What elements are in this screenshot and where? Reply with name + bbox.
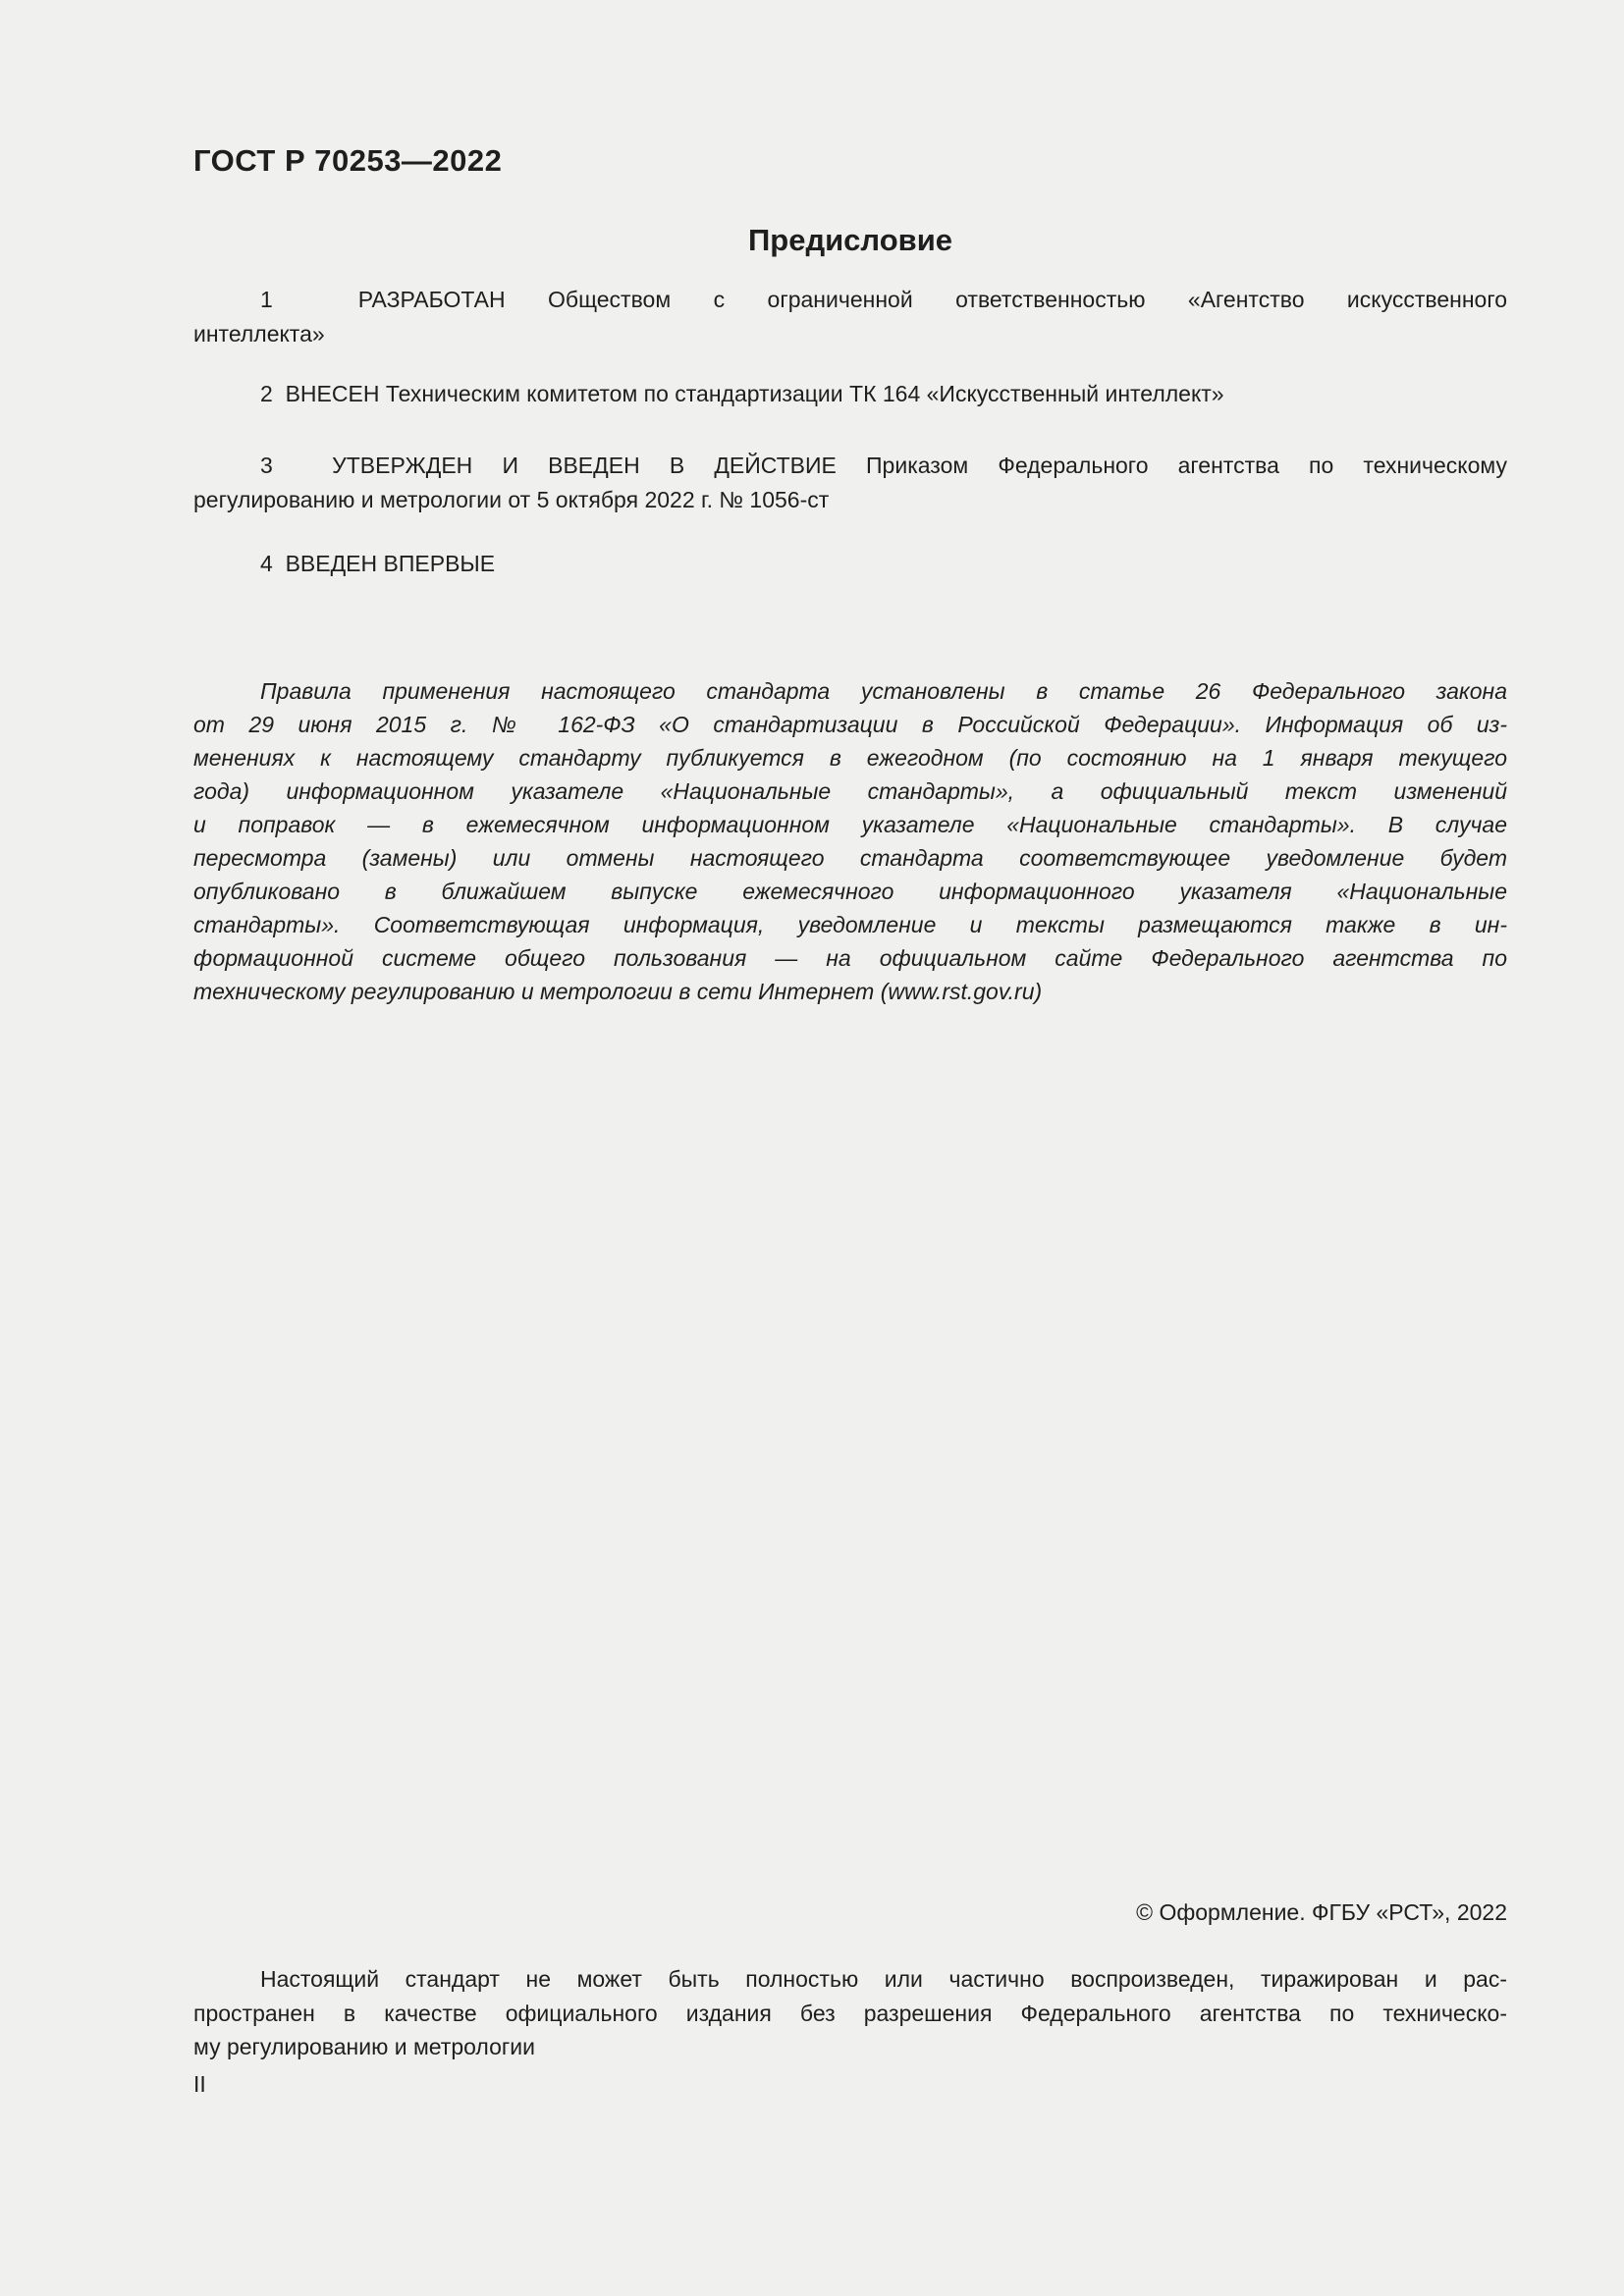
text-line: 2 ВНЕСЕН Техническим комитетом по стандартизации ТК 164 «Искусственный интеллект» <box>260 381 1224 406</box>
preface-item-approved <box>193 449 1507 516</box>
text-line: му регулированию и метрологии <box>193 2034 535 2059</box>
page-title: Предисловие <box>747 223 952 257</box>
application-rules-notice <box>193 674 1507 1008</box>
document-standard-code: ГОСТ Р 70253—2022 <box>193 143 503 178</box>
text-line: интеллекта» <box>193 320 325 347</box>
text-line: регулированию и метрологии от 5 октября 2022 г. № 1056-ст <box>193 486 830 512</box>
text-line: менениях к настоящему стандарту публикуется в ежегодном (по состоянию на 1 января текущего <box>193 745 1507 771</box>
page-number: II <box>193 2071 206 2097</box>
preface-item-first-introduced <box>193 547 1507 581</box>
text-line: стандарты». Соответствующая информация, уведомление и тексты размещаются также в ин- <box>193 912 1507 937</box>
text-line: 3 УТВЕРЖДЕН И ВВЕДЕН В ДЕЙСТВИЕ Приказом Федерального агентства по техническому <box>260 453 1507 478</box>
text-line: Настоящий стандарт не может быть полностью или частично воспроизведен, тиражирован и рас- <box>260 1966 1507 1992</box>
text-line: пространен в качестве официального издания без разрешения Федерального агентства по техническо- <box>193 2000 1507 2026</box>
text-line: пересмотра (замены) или отмены настоящего стандарта соответствующее уведомление будет <box>193 845 1507 871</box>
text-line: формационной системе общего пользования — на официальном сайте Федерального агентства по <box>193 945 1507 971</box>
text-line: от 29 июня 2015 г. № 162-ФЗ «О стандартизации в Российской Федерации». Информация об из- <box>193 712 1507 737</box>
text-line: опубликовано в ближайшем выпуске ежемесячного информационного указателя «Национальные <box>193 879 1507 904</box>
text-line: года) информационном указателе «Национальные стандарты», а официальный текст изменений <box>193 778 1507 804</box>
reproduction-restriction-notice <box>193 1962 1507 2064</box>
text-line: 1 РАЗРАБОТАН Обществом с ограниченной ответственностью «Агентство искусственного <box>260 287 1507 312</box>
text-line: техническому регулированию и метрологии в сети Интернет (www.rst.gov.ru) <box>193 979 1043 1004</box>
copyright-notice: © Оформление. ФГБУ «РСТ», 2022 <box>1136 1899 1507 1925</box>
preface-item-developed <box>193 283 1507 350</box>
text-line: и поправок — в ежемесячном информационном указателе «Национальные стандарты». В случае <box>193 812 1507 837</box>
preface-item-submitted <box>193 377 1507 411</box>
text-line: Правила применения настоящего стандарта установлены в статье 26 Федерального закона <box>260 678 1507 704</box>
text-line: 4 ВВЕДЕН ВПЕРВЫЕ <box>260 551 496 576</box>
